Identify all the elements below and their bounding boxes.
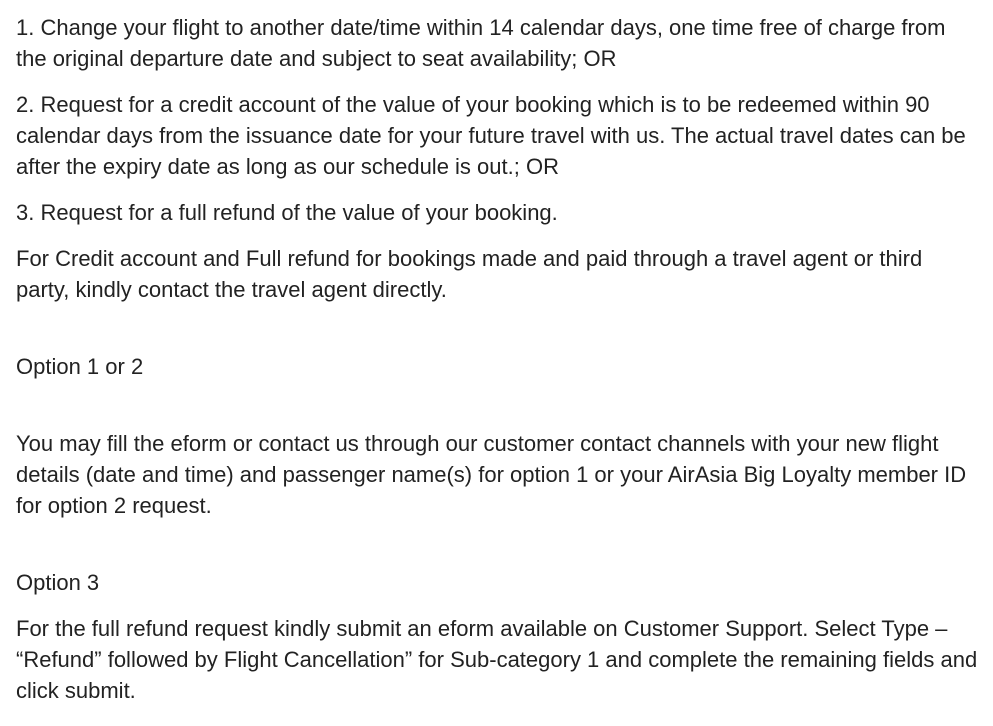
option-1-2-heading: Option 1 or 2 — [16, 354, 144, 379]
option-1-2-instructions: You may fill the eform or contact us through our customer contact channels with your new flight details (date and time) and passenger name(s) for option 1 or your AirAsia Big Loyalty member ID for option 2 request. — [16, 431, 967, 518]
travel-agent-note: For Credit account and Full refund for bookings made and paid through a travel agent or third party, kindly contact the travel agent directly. — [16, 246, 923, 302]
option-2-paragraph: 2. Request for a credit account of the value of your booking which is to be redeemed within 90 calendar days from the issuance date for your future travel with us. The actual travel dates can be after the expiry date as long as our schedule is out.; OR — [16, 92, 966, 179]
option-3-paragraph: 3. Request for a full refund of the value of your booking. — [16, 200, 558, 225]
option-1-paragraph: 1. Change your flight to another date/time within 14 calendar days, one time free of charge from the original departure date and subject to seat availability; OR — [16, 15, 946, 71]
option-3-instructions: For the full refund request kindly submit an eform available on Customer Support. Select Type – “Refund” followed by Flight Cancellation” for Sub-category 1 and complete the remaining fields and click submit. — [16, 616, 978, 703]
option-3-heading: Option 3 — [16, 570, 100, 595]
